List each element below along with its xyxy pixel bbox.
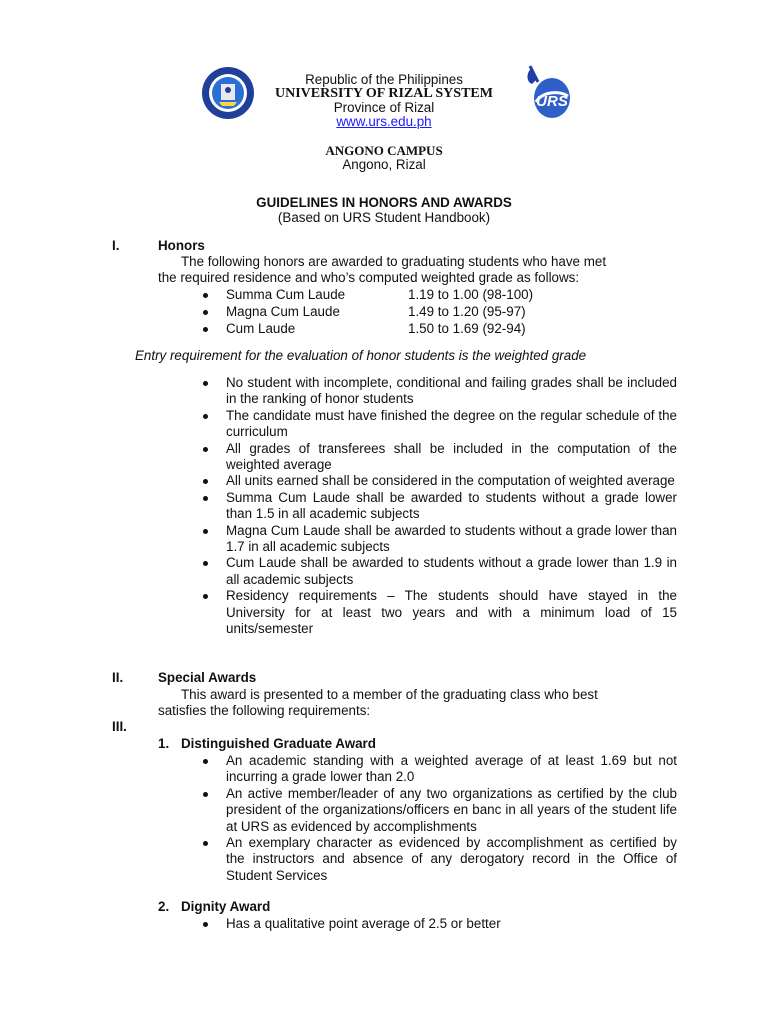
honor-name: Cum Laude (226, 321, 296, 336)
section1-heading: Honors (158, 238, 205, 253)
section2-heading: Special Awards (158, 670, 257, 685)
section3-numeral: III. (112, 719, 127, 734)
bullet-icon (203, 293, 208, 298)
list-item: Summa Cum Laude shall be awarded to students without a grade lower than 1.5 in all academic subjects (226, 489, 677, 522)
section1-intro-line1: The following honors are awarded to graduating students who have met (181, 254, 607, 269)
section2-intro-line1: This award is presented to a member of the graduating class who best (181, 687, 598, 702)
page-title: GUIDELINES IN HONORS AND AWARDS (256, 195, 512, 210)
campus-location: Angono, Rizal (342, 157, 426, 172)
list-item: An academic standing with a weighted average of at least 1.69 but not incurring a grade lower than 2.0 (226, 753, 677, 785)
list-item: Residency requirements – The students should have stayed in the University for at least two years and with a minimum load of 15 units/semester (226, 588, 677, 637)
bullet-icon (203, 327, 208, 332)
honor-range: 1.50 to 1.69 (92-94) (408, 321, 526, 336)
bullet-icon (203, 310, 208, 315)
website-link[interactable]: www.urs.edu.ph (336, 114, 432, 129)
list-item: Cum Laude shall be awarded to students without a grade lower than 1.9 in all academic subjects (226, 555, 677, 587)
section2-numeral: II. (112, 670, 124, 685)
entry-requirement-note: Entry requirement for the evaluation of honor students is the weighted grade (135, 348, 587, 363)
award2-criteria-list (226, 916, 677, 932)
list-item: No student with incomplete, conditional and failing grades shall be included in the ranking of honor students (226, 375, 677, 407)
list-item: All grades of transferees shall be included in the computation of the weighted average (226, 440, 677, 473)
campus-name: ANGONO CAMPUS (325, 143, 443, 158)
list-item: An active member/leader of any two organizations as certified by the club president of the organizations/officers en banc in all years of the student life at URS as evidenced by accomplishments (226, 785, 677, 834)
honor-row (226, 304, 626, 321)
honor-range: 1.49 to 1.20 (95-97) (408, 304, 526, 319)
honor-name: Summa Cum Laude (226, 287, 346, 302)
section1-intro-line2: the required residence and who’s computed weighted grade as follows: (158, 270, 580, 285)
list-item: The candidate must have finished the degree on the regular schedule of the curriculum (226, 407, 677, 440)
award1-title: Distinguished Graduate Award (181, 736, 376, 751)
header-republic: Republic of the Philippines (305, 72, 463, 87)
header-province: Province of Rizal (333, 100, 435, 115)
honor-row (226, 321, 626, 338)
award1-number: 1. (158, 736, 170, 751)
honor-name: Magna Cum Laude (226, 304, 340, 319)
list-item: All units earned shall be considered in the computation of weighted average (226, 473, 677, 489)
list-item: Magna Cum Laude shall be awarded to students without a grade lower than 1.7 in all academic subjects (226, 522, 677, 555)
award2-title: Dignity Award (181, 899, 271, 914)
header-university: UNIVERSITY OF RIZAL SYSTEM (275, 86, 493, 101)
honor-rules-list (226, 375, 677, 638)
honor-range: 1.19 to 1.00 (98-100) (408, 287, 534, 302)
award1-criteria-list (226, 753, 677, 884)
award2-number: 2. (158, 899, 170, 914)
honor-row (226, 287, 626, 304)
page-subtitle: (Based on URS Student Handbook) (277, 210, 491, 225)
list-item: An exemplary character as evidenced by accomplishment as certified by the instructors and absence of any derogatory record in the Office of Student Services (226, 835, 677, 883)
svg-text:URS: URS (536, 93, 568, 110)
list-item: Has a qualitative point average of 2.5 or better (226, 916, 677, 932)
section2-intro-line2: satisfies the following requirements: (158, 703, 371, 718)
section1-numeral: I. (112, 238, 120, 253)
